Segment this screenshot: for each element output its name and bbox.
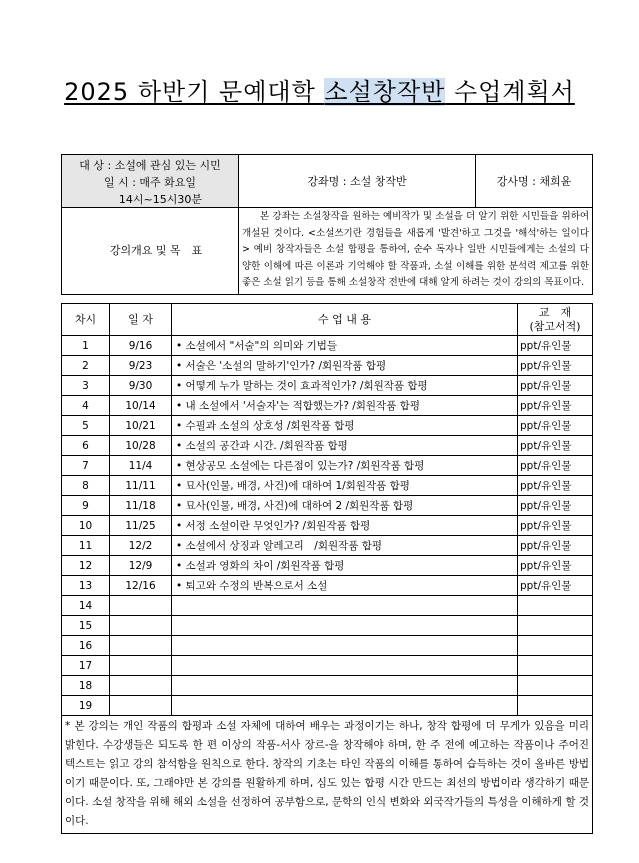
session-topic [172, 656, 518, 676]
session-material: ppt/유인물 [518, 536, 593, 556]
session-topic [172, 636, 518, 656]
session-number: 16 [62, 636, 110, 656]
session-number: 4 [62, 396, 110, 416]
session-material: ppt/유인물 [518, 456, 593, 476]
session-topic: • 퇴고와 수정의 반복으로서 소설 [172, 576, 518, 596]
session-material: ppt/유인물 [518, 336, 593, 356]
session-number: 13 [62, 576, 110, 596]
session-date: 11/11 [110, 476, 172, 496]
table-row [62, 496, 593, 516]
session-material [518, 636, 593, 656]
session-material: ppt/유인물 [518, 576, 593, 596]
session-date: 10/28 [110, 436, 172, 456]
instructor: 강사명 : 채희윤 [476, 155, 593, 208]
course-note: * 본 강의는 개인 작품의 합평과 소설 자체에 대하여 배우는 과정이기는 하나, 창작 합평에 더 무게가 있음을 미리 밝힌다. 수강생들은 되도록 한 편 이상의 작품-서사 장르-을 창작해야 하며, 한 주 전에 예고하는 작품이나 주어진 텍스트는 읽고 강의 참석함을 원칙으로 한다. 창작의 기초는 타인 작품의 이해를 통하여 습득하는 것이 올바른 방법이기 때문이다. 또, 그래야만 본 강의를 원활하게 하며, 심도 있는 합평 시간 만드는 최선의 방법이라 생각하기 때문이다. 소설 창작을 위해 해외 소설을 선정하여 공부함으로, 문학의 인식 변화와 외국작가들의 특성을 이해하게 할 것이다. [62, 716, 593, 834]
session-date: 9/23 [110, 356, 172, 376]
session-date: 11/25 [110, 516, 172, 536]
session-material [518, 676, 593, 696]
table-row [62, 356, 593, 376]
session-number: 15 [62, 616, 110, 636]
table-row [62, 436, 593, 456]
session-date: 9/30 [110, 376, 172, 396]
session-topic [172, 676, 518, 696]
session-topic: • 내 소설에서 '서술자'는 적합했는가? /회원작품 합평 [172, 396, 518, 416]
session-topic: • 묘사(인물, 배경, 사건)에 대하여 2 /회원작품 합평 [172, 496, 518, 516]
session-material [518, 596, 593, 616]
session-material: ppt/유인물 [518, 376, 593, 396]
table-row [62, 556, 593, 576]
session-topic: • 소설에서 "서술"의 의미와 기법들 [172, 336, 518, 356]
session-number: 11 [62, 536, 110, 556]
table-row [62, 636, 593, 656]
overview-text: 본 강좌는 소설창작을 원하는 예비작가 및 소설을 더 알기 위한 시민들을 위하여 개설된 것이다. <소설쓰기란 경험들을 새롭게 '발견'하고 그것을 '해석'하는 일이다> 예비 창작자들은 소설 합평을 통하여, 순수 독자나 일반 시민들에게는 소설의 다양한 이해에 따른 이론과 기억해야 할 작품과, 소설 이해를 위한 분석력 제고를 위한 좋은 소설 읽기 등을 통해 소설창작 전반에 대해 알게 하려는 것이 강의의 목표이다. [239, 208, 593, 295]
table-row [62, 336, 593, 356]
session-number: 9 [62, 496, 110, 516]
session-material [518, 616, 593, 636]
session-topic [172, 616, 518, 636]
table-row [62, 656, 593, 676]
session-topic: • 소설과 영화의 차이 /회원작품 합평 [172, 556, 518, 576]
session-topic: • 서정 소설이란 무엇인가? /회원작품 합평 [172, 516, 518, 536]
session-date [110, 656, 172, 676]
session-number: 12 [62, 556, 110, 576]
session-material: ppt/유인물 [518, 556, 593, 576]
title-highlight: 소설창작반 [324, 78, 446, 106]
session-date [110, 676, 172, 696]
session-topic: • 현상공모 소설에는 다른점이 있는가? /회원작품 합평 [172, 456, 518, 476]
schedule-table [61, 303, 593, 834]
table-row [62, 456, 593, 476]
session-topic: • 어떻게 누가 말하는 것이 효과적인가? /회원작품 합평 [172, 376, 518, 396]
session-number: 17 [62, 656, 110, 676]
session-topic: • 소설에서 상징과 알레고리 /회원작품 합평 [172, 536, 518, 556]
overview-label: 강의개요 및 목 표 [62, 208, 239, 295]
session-date: 12/16 [110, 576, 172, 596]
page-title: 2025 하반기 문예대학 소설창작반 수업계획서 [64, 78, 575, 106]
target-label: 대 상 : 소설에 관심 있는 시민 [62, 155, 238, 174]
table-row [62, 596, 593, 616]
schedule-label: 일 시 : 매주 화요일 [62, 174, 238, 191]
session-number: 14 [62, 596, 110, 616]
session-topic [172, 696, 518, 716]
session-date [110, 636, 172, 656]
header-date: 일 자 [110, 304, 172, 336]
session-number: 3 [62, 376, 110, 396]
session-number: 19 [62, 696, 110, 716]
table-row [62, 476, 593, 496]
table-row [62, 516, 593, 536]
table-row [62, 696, 593, 716]
session-number: 2 [62, 356, 110, 376]
session-number: 8 [62, 476, 110, 496]
table-row [62, 616, 593, 636]
session-material: ppt/유인물 [518, 416, 593, 436]
session-number: 5 [62, 416, 110, 436]
session-material: ppt/유인물 [518, 356, 593, 376]
session-material: ppt/유인물 [518, 516, 593, 536]
table-row [62, 576, 593, 596]
session-topic: • 서술은 '소설의 말하기'인가? /회원작품 합평 [172, 356, 518, 376]
session-date [110, 616, 172, 636]
session-number: 6 [62, 436, 110, 456]
session-number: 1 [62, 336, 110, 356]
session-material: ppt/유인물 [518, 496, 593, 516]
session-number: 10 [62, 516, 110, 536]
course-info-table [61, 154, 593, 295]
session-date [110, 596, 172, 616]
session-material: ppt/유인물 [518, 436, 593, 456]
table-row [62, 416, 593, 436]
table-row [62, 396, 593, 416]
session-material: ppt/유인물 [518, 396, 593, 416]
session-topic [172, 596, 518, 616]
session-material [518, 696, 593, 716]
session-number: 7 [62, 456, 110, 476]
session-date: 12/9 [110, 556, 172, 576]
session-topic: • 수필과 소설의 상호성 /회원작품 합평 [172, 416, 518, 436]
session-number: 18 [62, 676, 110, 696]
session-date [110, 696, 172, 716]
header-material: 교 재 (참고서적) [518, 304, 593, 336]
table-row [62, 536, 593, 556]
session-topic: • 소설의 공간과 시간. /회원작품 합평 [172, 436, 518, 456]
course-name: 강좌명 : 소설 창작반 [239, 155, 476, 208]
time-label: 14시~15시30분 [62, 191, 238, 207]
session-date: 10/21 [110, 416, 172, 436]
header-session: 차시 [62, 304, 110, 336]
session-date: 11/4 [110, 456, 172, 476]
table-row [62, 676, 593, 696]
table-row [62, 376, 593, 396]
session-topic: • 묘사(인물, 배경, 사건)에 대하여 1/회원작품 합평 [172, 476, 518, 496]
session-material: ppt/유인물 [518, 476, 593, 496]
session-date: 10/14 [110, 396, 172, 416]
session-date: 12/2 [110, 536, 172, 556]
schedule-header-row [62, 304, 593, 336]
header-content: 수 업 내 용 [172, 304, 518, 336]
session-date: 11/18 [110, 496, 172, 516]
session-material [518, 656, 593, 676]
session-date: 9/16 [110, 336, 172, 356]
